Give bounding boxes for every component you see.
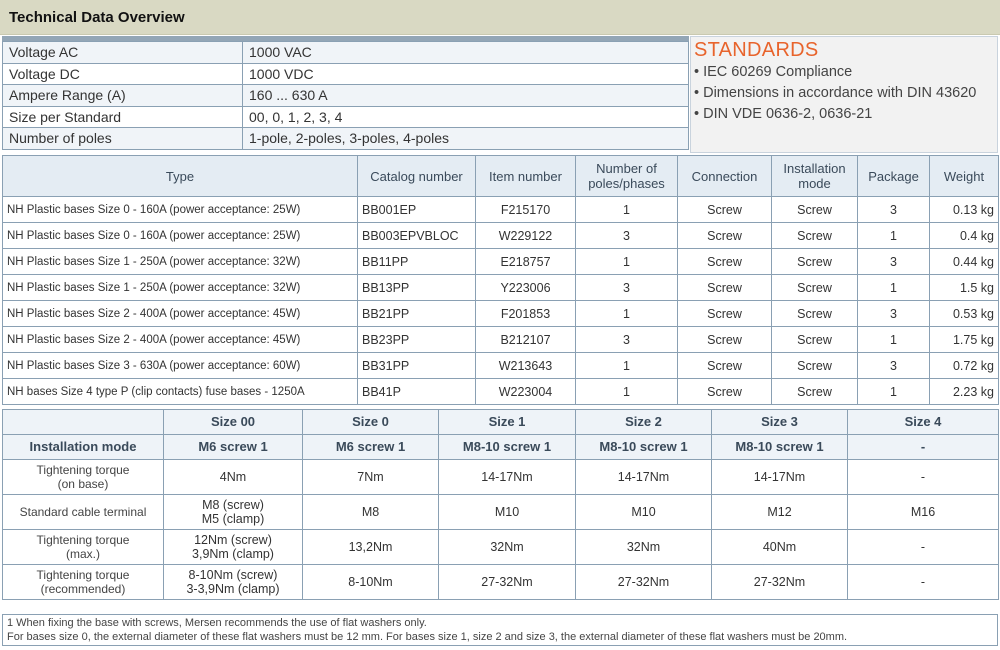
row-label-line: Tightening torque bbox=[36, 463, 130, 477]
table-cell: Screw bbox=[678, 353, 772, 379]
spec-key: Voltage DC bbox=[3, 63, 243, 85]
table-row bbox=[3, 275, 999, 301]
table-cell: Screw bbox=[678, 249, 772, 275]
column-header: Item number bbox=[476, 156, 576, 197]
table-cell: 3 bbox=[576, 275, 678, 301]
column-header: Package bbox=[858, 156, 930, 197]
size-cell bbox=[848, 495, 999, 530]
table-cell: NH Plastic bases Size 1 - 250A (power acceptance: 32W) bbox=[3, 249, 358, 275]
spec-key: Number of poles bbox=[3, 128, 243, 150]
size-header: Size 00 bbox=[164, 410, 303, 435]
size-table bbox=[2, 409, 999, 600]
size-cell-line: 27-32Nm bbox=[753, 575, 806, 589]
table-cell: W223004 bbox=[476, 379, 576, 405]
table-cell: 3 bbox=[576, 223, 678, 249]
size-cell-line: M8 bbox=[361, 505, 380, 519]
installation-mode-cell: M8-10 screw 1 bbox=[712, 435, 848, 460]
size-cell-line: 3,9Nm (clamp) bbox=[192, 547, 274, 561]
table-row bbox=[3, 379, 999, 405]
size-cell-line: 14-17Nm bbox=[753, 470, 806, 484]
size-cell-line: 40Nm bbox=[762, 540, 797, 554]
table-row bbox=[3, 223, 999, 249]
table-cell: BB31PP bbox=[358, 353, 476, 379]
size-cell bbox=[303, 530, 439, 565]
table-cell: Screw bbox=[772, 301, 858, 327]
footnote: For bases size 0, the external diameter of these flat washers must be 12 mm. For bases size 1, size 2 and size 3, the external diameter of these flat washers must be 20mm. bbox=[7, 631, 848, 643]
table-cell: F201853 bbox=[476, 301, 576, 327]
table-cell: 3 bbox=[858, 249, 930, 275]
size-cell bbox=[848, 460, 999, 495]
standards-item: • DIN VDE 0636-2, 0636-21 bbox=[694, 106, 873, 122]
title-bar bbox=[0, 0, 1000, 35]
size-row bbox=[3, 530, 999, 565]
row-label bbox=[3, 460, 164, 495]
size-cell-line: 8-10Nm bbox=[348, 575, 393, 589]
spec-value: 00, 0, 1, 2, 3, 4 bbox=[243, 106, 689, 128]
column-header: Connection bbox=[678, 156, 772, 197]
size-cell-line: 14-17Nm bbox=[617, 470, 670, 484]
table-cell: 1.5 kg bbox=[930, 275, 999, 301]
table-cell: NH Plastic bases Size 0 - 160A (power acceptance: 25W) bbox=[3, 223, 358, 249]
table-cell: NH bases Size 4 type P (clip contacts) fuse bases - 1250A bbox=[3, 379, 358, 405]
size-cell-line: M12 bbox=[767, 505, 792, 519]
table-cell: 0.53 kg bbox=[930, 301, 999, 327]
table-cell: BB001EP bbox=[358, 197, 476, 223]
column-header: Installation mode bbox=[772, 156, 858, 197]
table-cell: Screw bbox=[678, 197, 772, 223]
size-cell-line: - bbox=[920, 540, 926, 554]
column-header: Weight bbox=[930, 156, 999, 197]
size-cell bbox=[303, 460, 439, 495]
table-cell: Screw bbox=[678, 223, 772, 249]
footnotes bbox=[2, 614, 998, 646]
size-header bbox=[3, 410, 164, 435]
table-cell: 0.72 kg bbox=[930, 353, 999, 379]
size-cell-line: 3-3,9Nm (clamp) bbox=[186, 582, 280, 596]
table-cell: BB13PP bbox=[358, 275, 476, 301]
row-label-line: (max.) bbox=[66, 547, 100, 561]
table-cell: Screw bbox=[772, 275, 858, 301]
table-cell: B212107 bbox=[476, 327, 576, 353]
installation-mode-cell: M8-10 screw 1 bbox=[576, 435, 712, 460]
size-cell bbox=[848, 565, 999, 600]
installation-mode-cell: M6 screw 1 bbox=[164, 435, 303, 460]
table-cell: 3 bbox=[858, 353, 930, 379]
row-label-line: (recommended) bbox=[40, 582, 126, 596]
spec-key: Ampere Range (A) bbox=[3, 85, 243, 107]
standards-box bbox=[690, 36, 998, 153]
size-cell bbox=[164, 495, 303, 530]
table-cell: Screw bbox=[678, 379, 772, 405]
table-cell: 1 bbox=[858, 379, 930, 405]
row-label-line: (on base) bbox=[57, 477, 109, 491]
table-cell: 0.13 kg bbox=[930, 197, 999, 223]
size-header: Size 4 bbox=[848, 410, 999, 435]
table-row bbox=[3, 197, 999, 223]
size-cell-line: 32Nm bbox=[490, 540, 524, 554]
table-cell: 1.75 kg bbox=[930, 327, 999, 353]
table-cell: Screw bbox=[678, 327, 772, 353]
column-header: Catalog number bbox=[358, 156, 476, 197]
size-header: Size 1 bbox=[439, 410, 576, 435]
spec-row bbox=[3, 63, 689, 85]
size-header: Size 0 bbox=[303, 410, 439, 435]
table-cell: 3 bbox=[858, 197, 930, 223]
size-cell-line: M5 (clamp) bbox=[201, 512, 265, 526]
size-header: Size 3 bbox=[712, 410, 848, 435]
row-label-line: Tightening torque bbox=[36, 533, 130, 547]
size-row bbox=[3, 495, 999, 530]
footnote: 1 When fixing the base with screws, Mersen recommends the use of flat washers only. bbox=[7, 617, 427, 629]
size-cell bbox=[712, 565, 848, 600]
table-cell: E218757 bbox=[476, 249, 576, 275]
installation-mode-row bbox=[3, 435, 999, 460]
size-cell bbox=[576, 565, 712, 600]
standards-item: • Dimensions in accordance with DIN 43620 bbox=[694, 85, 977, 101]
size-row bbox=[3, 460, 999, 495]
size-cell-line: 13,2Nm bbox=[348, 540, 393, 554]
table-cell: Screw bbox=[772, 353, 858, 379]
table-cell: 1 bbox=[576, 379, 678, 405]
table-cell: Screw bbox=[772, 379, 858, 405]
table-cell: 1 bbox=[576, 249, 678, 275]
table-cell: NH Plastic bases Size 3 - 630A (power acceptance: 60W) bbox=[3, 353, 358, 379]
size-cell-line: M10 bbox=[631, 505, 656, 519]
size-cell-line: - bbox=[920, 575, 926, 589]
size-cell bbox=[712, 495, 848, 530]
table-row bbox=[3, 249, 999, 275]
table-cell: 0.44 kg bbox=[930, 249, 999, 275]
installation-mode-cell: M8-10 screw 1 bbox=[439, 435, 576, 460]
size-cell-line: 12Nm (screw) bbox=[194, 533, 272, 547]
table-cell: 0.4 kg bbox=[930, 223, 999, 249]
table-cell: BB21PP bbox=[358, 301, 476, 327]
size-cell bbox=[439, 460, 576, 495]
spec-row bbox=[3, 106, 689, 128]
column-header: Number of poles/phases bbox=[576, 156, 678, 197]
product-table bbox=[2, 155, 999, 405]
table-cell: 3 bbox=[858, 301, 930, 327]
size-cell bbox=[164, 565, 303, 600]
size-cell bbox=[164, 460, 303, 495]
installation-mode-cell: M6 screw 1 bbox=[303, 435, 439, 460]
size-cell-line: M16 bbox=[910, 505, 936, 519]
size-cell-line: 32Nm bbox=[626, 540, 661, 554]
row-label bbox=[3, 565, 164, 600]
size-cell bbox=[712, 530, 848, 565]
size-cell-line: M8 (screw) bbox=[202, 498, 264, 512]
row-label bbox=[3, 530, 164, 565]
table-cell: NH Plastic bases Size 0 - 160A (power acceptance: 25W) bbox=[3, 197, 358, 223]
size-cell-line: M10 bbox=[494, 505, 520, 519]
size-cell-line: 7Nm bbox=[357, 470, 384, 484]
table-cell: W229122 bbox=[476, 223, 576, 249]
spec-key: Voltage AC bbox=[3, 42, 243, 64]
table-cell: 1 bbox=[576, 301, 678, 327]
table-row bbox=[3, 353, 999, 379]
table-cell: 3 bbox=[576, 327, 678, 353]
spec-value: 1-pole, 2-poles, 3-poles, 4-poles bbox=[243, 128, 689, 150]
spec-table bbox=[2, 41, 689, 150]
size-cell bbox=[303, 565, 439, 600]
size-cell bbox=[712, 460, 848, 495]
spec-row bbox=[3, 128, 689, 150]
table-cell: BB11PP bbox=[358, 249, 476, 275]
column-header: Type bbox=[3, 156, 358, 197]
table-cell: BB23PP bbox=[358, 327, 476, 353]
size-cell-line: 27-32Nm bbox=[617, 575, 670, 589]
spec-value: 160 ... 630 A bbox=[243, 85, 689, 107]
size-cell-line: 8-10Nm (screw) bbox=[188, 568, 278, 582]
size-cell bbox=[164, 530, 303, 565]
page-title: Technical Data Overview bbox=[9, 9, 185, 26]
table-cell: NH Plastic bases Size 2 - 400A (power acceptance: 45W) bbox=[3, 327, 358, 353]
row-label bbox=[3, 495, 164, 530]
table-cell: Screw bbox=[772, 223, 858, 249]
spec-value: 1000 VAC bbox=[243, 42, 689, 64]
table-cell: Screw bbox=[772, 327, 858, 353]
size-cell bbox=[439, 565, 576, 600]
size-cell bbox=[848, 530, 999, 565]
size-cell-line: 14-17Nm bbox=[481, 470, 533, 484]
size-cell-line: 4Nm bbox=[219, 470, 247, 484]
size-cell-line: 27-32Nm bbox=[481, 575, 533, 589]
table-row bbox=[3, 301, 999, 327]
table-cell: BB003EPVBLOC bbox=[358, 223, 476, 249]
table-cell: BB41P bbox=[358, 379, 476, 405]
size-cell bbox=[439, 530, 576, 565]
table-cell: Y223006 bbox=[476, 275, 576, 301]
size-cell bbox=[303, 495, 439, 530]
table-cell: NH Plastic bases Size 2 - 400A (power acceptance: 45W) bbox=[3, 301, 358, 327]
row-label-line: Tightening torque bbox=[36, 568, 130, 582]
size-row bbox=[3, 565, 999, 600]
table-cell: Screw bbox=[772, 249, 858, 275]
spec-row bbox=[3, 85, 689, 107]
spec-key: Size per Standard bbox=[3, 106, 243, 128]
table-cell: 1 bbox=[576, 197, 678, 223]
standards-item: • IEC 60269 Compliance bbox=[694, 64, 853, 80]
spec-row bbox=[3, 42, 689, 64]
table-cell: 1 bbox=[858, 275, 930, 301]
table-cell: F215170 bbox=[476, 197, 576, 223]
size-header: Size 2 bbox=[576, 410, 712, 435]
installation-mode-cell: Installation mode bbox=[3, 435, 164, 460]
size-cell bbox=[439, 495, 576, 530]
row-label-line: Standard cable terminal bbox=[19, 505, 147, 519]
spec-value: 1000 VDC bbox=[243, 63, 689, 85]
table-cell: Screw bbox=[772, 197, 858, 223]
size-cell bbox=[576, 460, 712, 495]
size-cell-line: - bbox=[920, 470, 926, 484]
size-cell bbox=[576, 530, 712, 565]
table-row bbox=[3, 327, 999, 353]
table-cell: 2.23 kg bbox=[930, 379, 999, 405]
table-cell: 1 bbox=[858, 223, 930, 249]
table-cell: NH Plastic bases Size 1 - 250A (power acceptance: 32W) bbox=[3, 275, 358, 301]
size-cell bbox=[576, 495, 712, 530]
table-cell: W213643 bbox=[476, 353, 576, 379]
standards-heading: STANDARDS bbox=[694, 39, 819, 61]
table-cell: Screw bbox=[678, 275, 772, 301]
table-cell: 1 bbox=[576, 353, 678, 379]
table-cell: Screw bbox=[678, 301, 772, 327]
table-cell: 1 bbox=[858, 327, 930, 353]
size-header-row bbox=[3, 410, 999, 435]
installation-mode-cell: - bbox=[848, 435, 999, 460]
